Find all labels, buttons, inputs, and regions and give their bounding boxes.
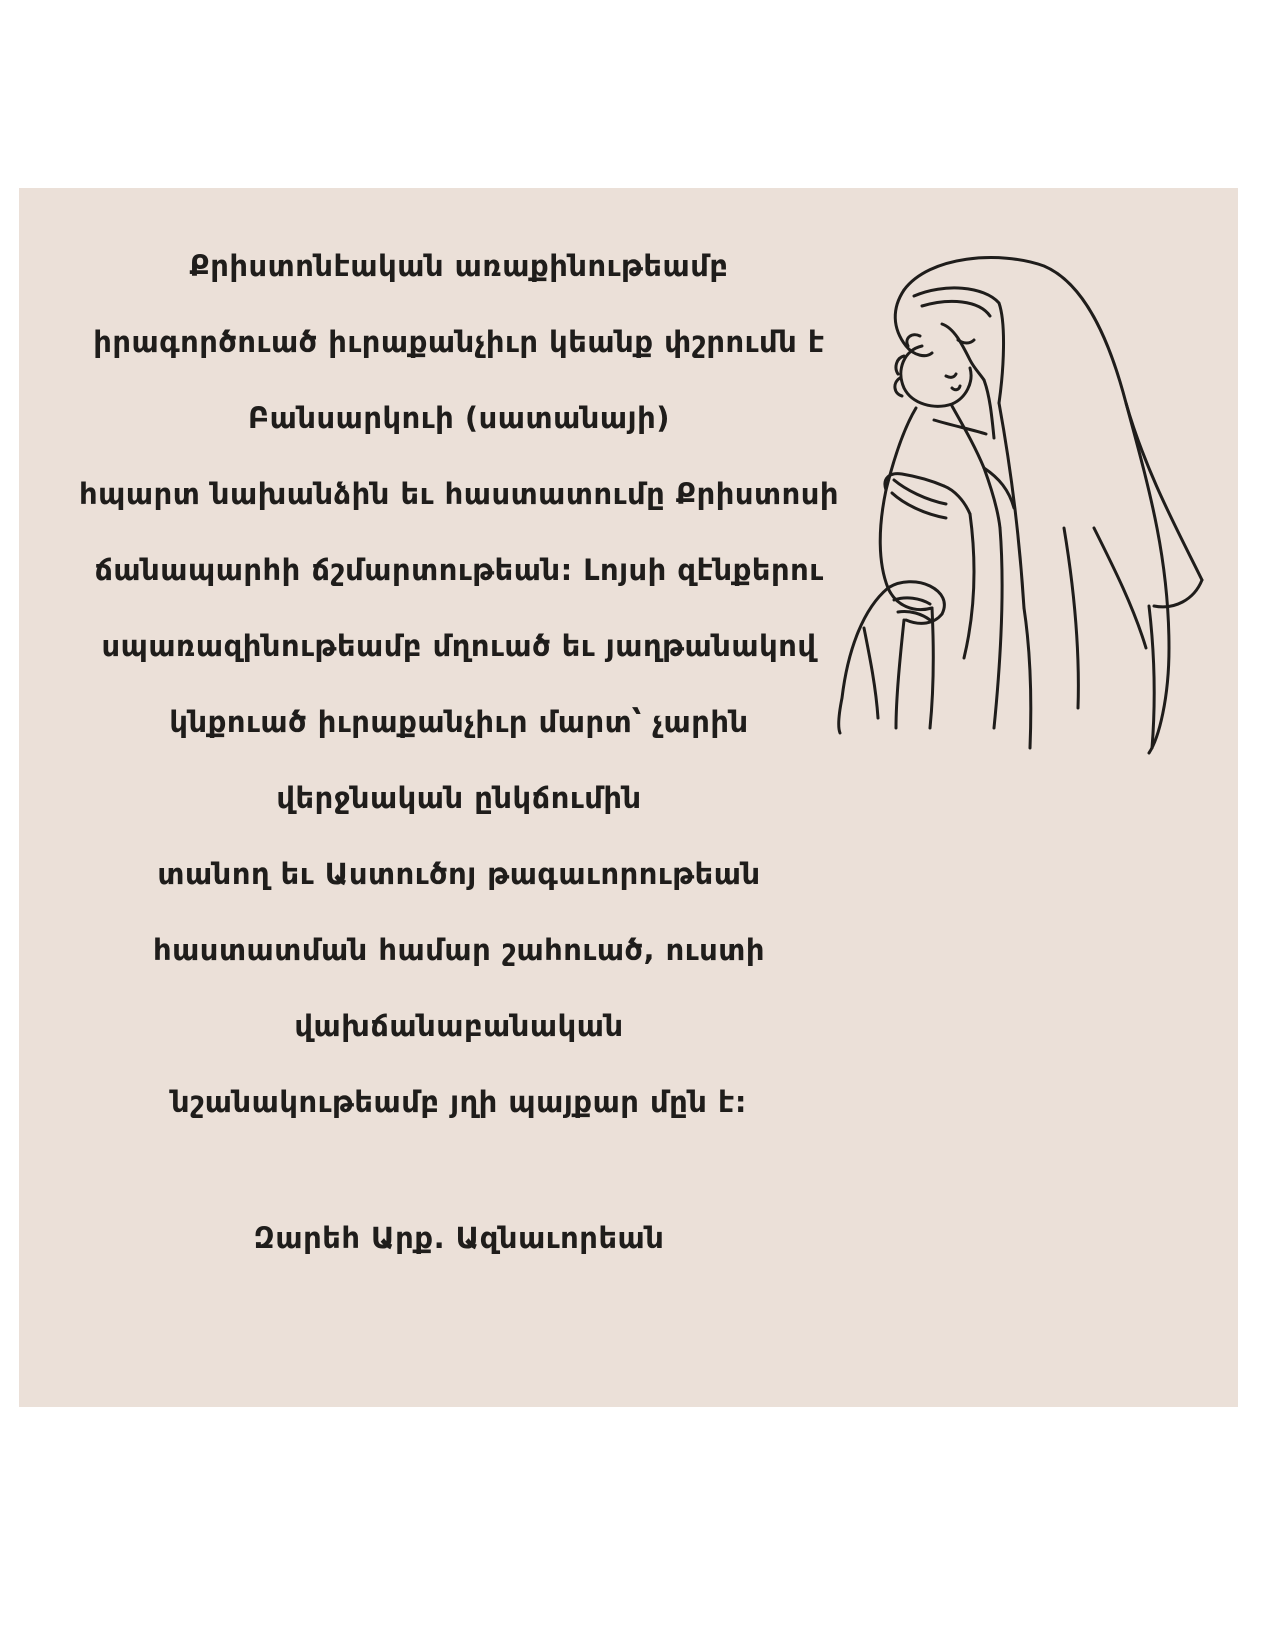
author-signature: Զարեհ Արք. Ազնաւորեան [253, 1221, 665, 1255]
poem-line-2: իրագործուած իւրաքանչիւր կեանք փշրումն է [93, 325, 825, 359]
poem-line-6: սպառազինութեամբ մղուած եւ յաղթանակով [101, 629, 817, 663]
poem-line-8: վերջնական ընկճումին [276, 781, 642, 815]
poem-line-1: Քրիստոնէական առաքինութեամբ [189, 249, 729, 283]
madonna-and-child-icon [834, 228, 1234, 788]
poem-line-5: ճանապարհի ճշմարտութեան: Լոյսի զէնքերու [94, 553, 824, 587]
poem-line-10: հաստատման համար շահուած, ուստի [152, 933, 766, 967]
poem-card [19, 188, 1238, 1407]
poem-line-12: նշանակութեամբ յղի պայքար մըն է: [171, 1085, 747, 1119]
poem-text [19, 228, 899, 1140]
poem-line-11: վախճանաբանական [294, 1009, 624, 1043]
poem-line-4: հպարտ նախանձին եւ հաստատումը Քրիստոսի [79, 477, 839, 511]
poem-line-3: Բանսարկուի (սատանայի) [248, 401, 670, 435]
poem-line-7: կնքուած իւրաքանչիւր մարտ՝ չարին [169, 705, 749, 739]
poem-line-9: տանող եւ Աստուծոյ թագաւորութեան [157, 857, 761, 891]
